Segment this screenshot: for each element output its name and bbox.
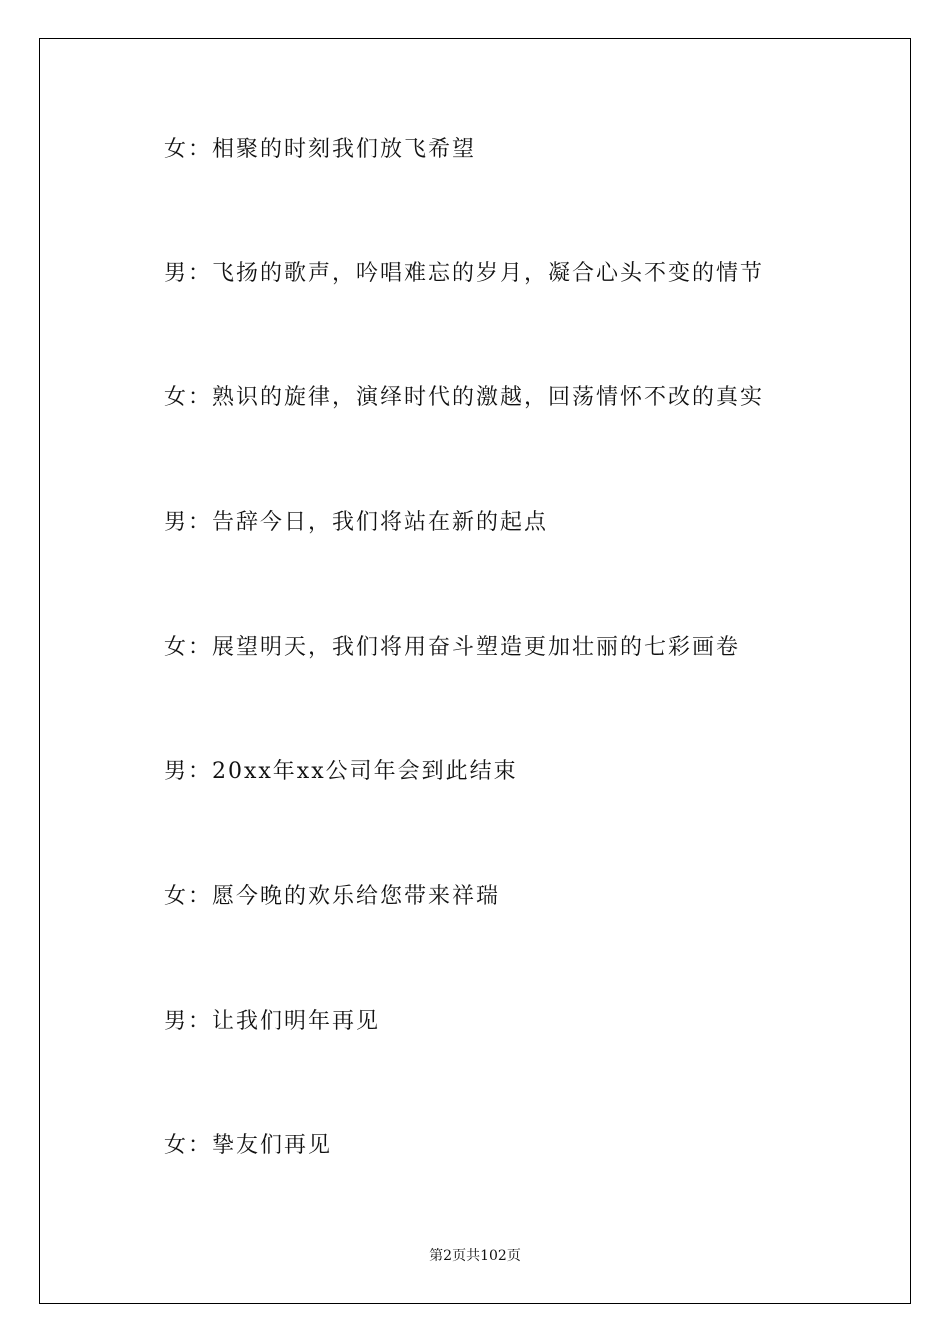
dialogue-line: 女：愿今晚的欢乐给您带来祥瑞 [164, 884, 501, 909]
dialogue-line: 男：20xx年xx公司年会到此结束 [164, 759, 518, 784]
dialogue-line: 女：挚友们再见 [164, 1133, 333, 1158]
page-number: 第2页 [429, 1248, 467, 1264]
page-border [39, 38, 911, 1304]
dialogue-line: 女：熟识的旋律，演绎时代的激越，回荡情怀不改的真实 [164, 385, 765, 410]
dialogue-line: 女：展望明天，我们将用奋斗塑造更加壮丽的七彩画卷 [164, 635, 741, 660]
page-total: 共102页 [466, 1248, 521, 1264]
dialogue-line: 男：告辞今日，我们将站在新的起点 [164, 510, 549, 535]
dialogue-line: 女：相聚的时刻我们放飞希望 [164, 137, 477, 162]
dialogue-line: 男：飞扬的歌声，吟唱难忘的岁月，凝合心头不变的情节 [164, 261, 765, 286]
dialogue-line: 男：让我们明年再见 [164, 1009, 381, 1034]
page-footer [0, 1247, 950, 1265]
